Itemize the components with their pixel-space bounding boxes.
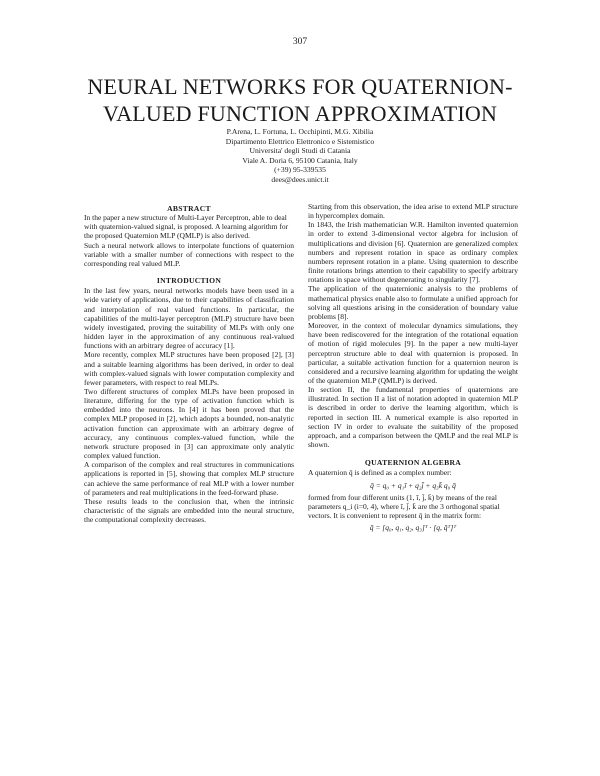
right-paragraph-5: In section II, the fundamental properties of quaternions are illustrated. In section II a list of notation adopted in quaternion MLP is described in order to derive the learning algorithm, which is reported in section III. A numerical example is also reported in section IV in order to evaluate the suitability of the proposed approach, and a comparison between the QMLP and the real MLP is shown.: [308, 385, 518, 450]
quaternion-algebra-heading: QUATERNION ALGEBRA: [364, 458, 462, 468]
page-number: 307: [292, 37, 308, 47]
author-block: [150, 127, 450, 185]
quaternion-units-text: formed from four different units (1, ī, j̄, k̄) by means of the real parameters q_i (i=0, 4), where ī, j̄, k̄ are the 3 orthogonal spatial vectors. It is convenient to represent q̄ in the matrix form:: [308, 492, 500, 520]
title-line-1: NEURAL NETWORKS FOR QUATERNION-: [87, 74, 513, 99]
quaternion-matrix-equation: q̄ = [q₀, q₁, q₂, q₃]ᵀ · [q, q̄ᵀ]ᵀ: [369, 523, 457, 533]
title-line-2: VALUED FUNCTION APPROXIMATION: [102, 101, 498, 126]
author-names: P.Arena, L. Fortuna, L. Occhipinti, M.G. Xibilia: [226, 127, 374, 136]
intro-paragraph-5: These results leads to the conclusion that, when the intrinsic characteristic of the signals are embedded into the neural structure, the computational complexity decreases.: [84, 496, 294, 525]
right-paragraph-3: The application of the quaternionic analysis to the problems of mathematical physics enable also to formulate a unified approach for solving all questions arising in the consideration of boundary value problems [8].: [308, 284, 518, 321]
right-paragraph-4: Moreover, in the context of molecular dynamics simulations, they have been rediscovered for the integration of the rotational equation of motion of rigid molecules [9]. In the paper a new multi-layer perceptron structure able to deal with quaternion is proposed. In particular, a suitable activation function for a quaternion neuron is considered and a recursive learning algorithm for updating the weight of the quaternion MLP (QMLP) is derived.: [308, 321, 518, 385]
quaternion-definition-text: A quaternion q̄ is defined as a complex number:: [308, 468, 452, 478]
quaternion-equation-1: q̄ = q₀ + q₁ī + q₂j̄ + q₃k̄ q₀ q̄: [370, 480, 456, 490]
paper-title: [40, 73, 560, 127]
right-paragraph-1: Starting from this observation, the idea arise to extend MLP structure in hypercomplex domain.: [308, 202, 518, 221]
author-department: Dipartimento Elettrico Elettronico e Sistemistico: [225, 136, 375, 146]
intro-paragraph-2: More recently, complex MLP structures have been proposed [2], [3] and a suitable learning algorithms has been derived, in order to deal with complex-valued signals with lower computation complexity and fewer parameters, with respect to real MLPs.: [84, 350, 294, 387]
abstract-paragraph-1: In the paper a new structure of Multi-Layer Perceptron, able to deal with quaternion-valued signal, is proposed. A learning algorithm for the proposed Quaternion MLP (QMLP) is also derived.: [84, 213, 289, 241]
right-paragraph-2: In 1843, the Irish mathematician W.R. Hamilton invented quaternion in order to extend 3-dimensional vector algebra for inclusion of multiplications and division [6]. Quaternion are generalized complex numbers and represent rotation in space as ordinary complex numbers represent rotation in a plane. Using quaternion to describe finite rotations brings attention to their capability to specify arbitrary rotations in space without degenerating to singularity [7].: [308, 220, 518, 285]
intro-paragraph-1: In the last few years, neural networks models have been used in a wide variety of applications, due to their capabilities of classification and interpolation of real valued functions. In particular, the capabilities of the multi-layer perceptron (MLP) structure have been widely investigated, proving the suitability of MLPs with only one hidden layer in the approximation of any continuous real-valued functions with an arbitrary degree of accuracy [1].: [84, 286, 294, 351]
author-phone: (+39) 95-339535: [274, 165, 326, 175]
author-university: Universita' degli Studi di Catania: [249, 146, 351, 156]
intro-paragraph-3: Two different structures of complex MLPs have been proposed in literature, differing for the type of activation function which is embedded into the neurons. In [4] it has been proved that the complex MLP proposed in [2], which adopts a bounded, non-analytic activation function can approximate with an arbitrary degree of accuracy, any continuous complex-valued function, while the network structure proposed in [3] can approximate only analytic complex valued function.: [84, 386, 294, 461]
author-email: dees@dees.unict.it: [271, 174, 329, 184]
intro-paragraph-4: A comparison of the complex and real structures in communications applications is reported in [5], showing that complex MLP structure can achieve the same performance of real MLP with a lower number of parameters and real multiplications in the feed-forward phase.: [84, 460, 294, 497]
right-column: [308, 202, 518, 535]
abstract-heading: ABSTRACT: [167, 204, 211, 213]
introduction-heading: INTRODUCTION: [156, 276, 222, 286]
left-column: [84, 202, 294, 524]
author-address: Viale A. Doria 6, 95100 Catania, Italy: [242, 155, 358, 165]
abstract-paragraph-2: Such a neural network allows to interpolate functions of quaternion variable with a smaller number of connections with respect to the corresponding real valued MLP.: [84, 240, 294, 268]
